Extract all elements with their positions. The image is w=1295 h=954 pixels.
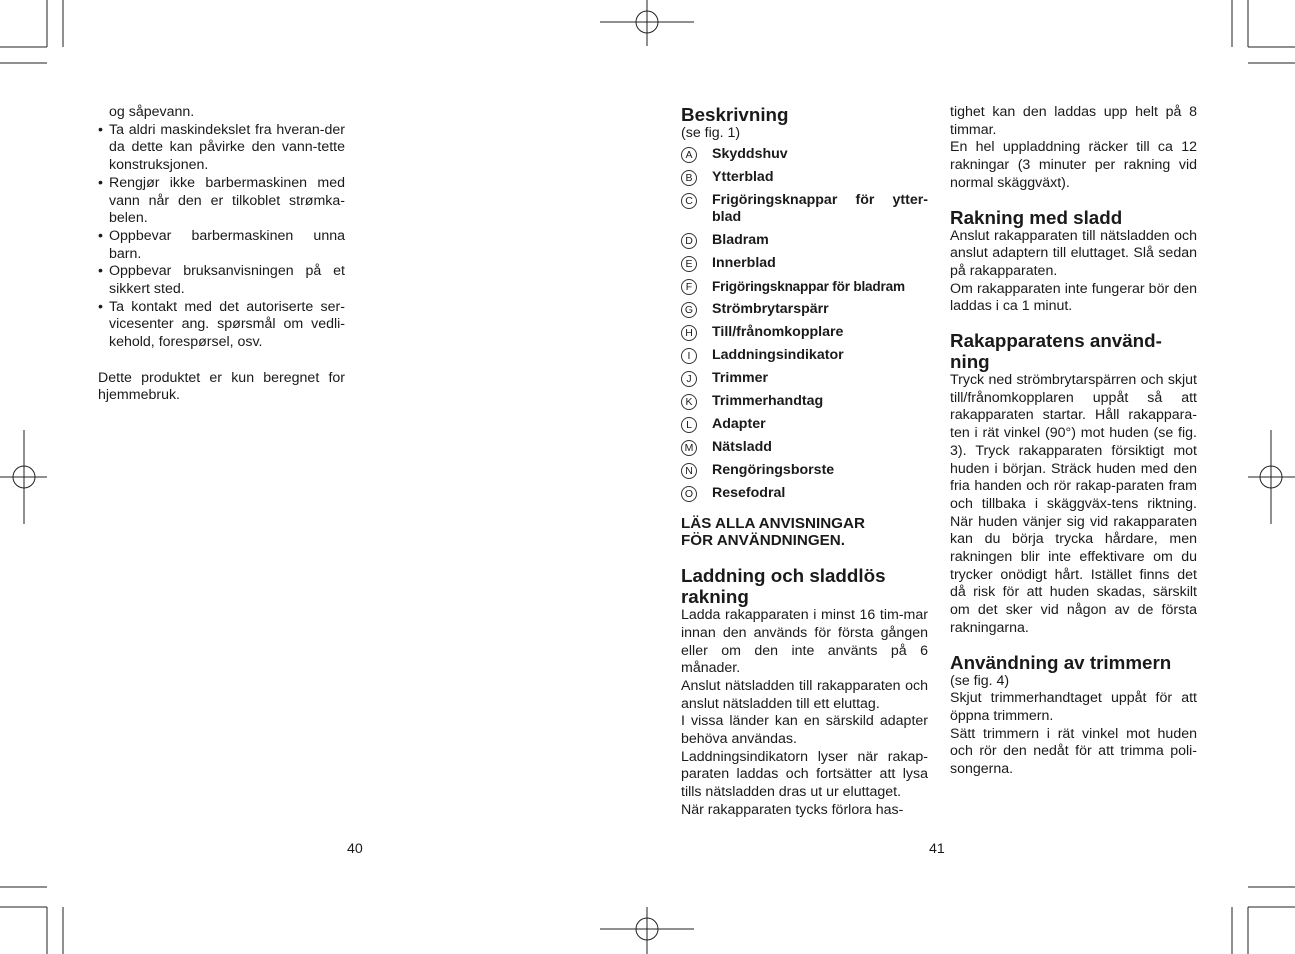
part-item: [681, 146, 928, 164]
part-letter-badge: J: [681, 371, 697, 387]
bullet-icon: •: [98, 227, 103, 244]
bullet-icon: •: [98, 121, 103, 138]
part-item: [681, 169, 928, 187]
part-item: [681, 324, 928, 342]
trimmer-subheading: (se fig. 4): [950, 672, 1010, 689]
part-letter-badge: H: [681, 325, 697, 341]
part-letter-badge: A: [681, 147, 697, 163]
trimmer-heading: Användning av trimmern: [950, 651, 1172, 673]
part-item: [681, 485, 928, 503]
parts-list: [681, 146, 928, 503]
registration-mark-bottom: [600, 907, 694, 954]
part-item: [681, 439, 928, 457]
household-use-note: Dette produktet er kun beregnet for hjemmebruk.: [98, 369, 345, 404]
trimmer-paragraph: Skjut trimmerhandtaget uppåt för att öppna trimmern.: [950, 690, 1197, 724]
corded-shaving-heading: Rakning med sladd: [950, 206, 1123, 228]
part-label: Trimmerhandtag: [712, 393, 824, 410]
description-subheading: (se fig. 1): [681, 125, 741, 141]
part-letter-badge: K: [681, 394, 697, 410]
part-letter-badge: C: [681, 193, 697, 209]
registration-mark-top: [600, 0, 694, 46]
corded-shaving-paragraph: Anslut rakapparaten till nätsladden och anslut adaptern till eluttaget. Slå sedan på rakapparaten.: [950, 227, 1197, 279]
part-item: [681, 416, 928, 434]
charging-paragraph: Ladda rakapparaten i minst 16 tim-mar innan den används för första gången eller om den inte använts på 6 månader.: [681, 607, 928, 677]
part-label: Trimmer: [712, 370, 768, 387]
part-letter-badge: I: [681, 348, 697, 364]
list-item: • Oppbevar barbermaskinen unna barn.: [98, 227, 345, 262]
charging-continued-paragraph: En hel uppladdning räcker till ca 12 rakningar (3 minuter per rakning vid normal skäggväxt).: [950, 139, 1197, 191]
part-label: Strömbrytarspärr: [712, 301, 829, 318]
part-letter-badge: B: [681, 170, 697, 186]
warning-heading: LÄS ALLA ANVISNINGAR FÖR ANVÄNDNINGEN.: [681, 515, 865, 549]
part-letter-badge: L: [681, 417, 697, 433]
charging-paragraph: I vissa länder kan en särskild adapter behöva användas.: [681, 713, 928, 748]
corded-shaving-paragraph: Om rakapparaten inte fungerar bör den laddas i ca 1 minut.: [950, 280, 1197, 315]
part-label: Resefodral: [712, 485, 786, 502]
part-label: Laddningsindikator: [712, 347, 844, 364]
charging-heading: Laddning och sladdlös rakning: [681, 565, 886, 608]
part-letter-badge: F: [681, 279, 697, 295]
part-letter-badge: N: [681, 463, 697, 479]
charging-continued-paragraph: tighet kan den laddas upp helt på 8 timmar.: [950, 104, 1197, 138]
bullet-icon: •: [98, 174, 103, 191]
charging-paragraph: När rakapparaten tycks förlora has-: [681, 801, 904, 818]
charging-paragraph: Laddningsindikatorn lyser när rakap-paraten laddas och fortsätter att lysa tills nätsladden dras ut ur eluttaget.: [681, 748, 928, 801]
list-item: • Ta aldri maskindekslet fra hveran-der da dette kan påvirke den vann-tette konstruksjonen.: [98, 121, 345, 174]
part-item: [681, 232, 928, 250]
page-number-left: 40: [347, 841, 363, 857]
part-item: [681, 192, 928, 227]
part-label: Frigöringsknappar för bladram: [712, 279, 905, 295]
registration-mark-right: [1248, 430, 1295, 524]
list-item: • Rengjør ikke barbermaskinen med vann når den er tilkoblet strømka-belen.: [98, 174, 345, 227]
trimmer-paragraph: Sätt trimmern i rät vinkel mot huden och rör den nedåt för att trimma poli-songerna.: [950, 725, 1197, 778]
charging-paragraph: Anslut nätsladden till rakapparaten och anslut nätsladden till ett eluttag.: [681, 677, 928, 712]
part-item: [681, 370, 928, 388]
registration-mark-left: [0, 430, 47, 524]
part-label: Innerblad: [712, 255, 776, 272]
left-page-column: [98, 104, 345, 405]
intro-text: og såpevann.: [109, 104, 195, 120]
part-label: Nätsladd: [712, 439, 772, 456]
part-item: [681, 347, 928, 365]
part-label: Skyddshuv: [712, 145, 788, 162]
part-label: Adapter: [712, 416, 766, 433]
right-column: [950, 104, 1197, 779]
part-letter-badge: D: [681, 233, 697, 249]
part-item: [681, 255, 928, 273]
part-label: Ytterblad: [712, 168, 774, 185]
shaver-use-paragraph: Tryck ned strömbrytarspärren och skjut till/frånomkopplaren uppåt så att rakapparaten startar. Håll rakappara-ten i rät vinkel (90°) mot huden (se fig. 3). Tryck rakapparaten försiktigt mot huden i början. Sträck huden med den fria handen och rör rakap-paraten fram och tillbaka i skäggväx-tens riktning. När huden vänjer sig vid rakapparaten kan du börja trycka hårdare, men rakningen blir inte effektivare om du trycker onödigt hårt. Istället finns det då risk för att huden skadas, särskilt om det sker vid någon av de första rakningarna.: [950, 372, 1197, 636]
safety-list: [98, 122, 345, 352]
part-letter-badge: E: [681, 256, 697, 272]
part-letter-badge: G: [681, 302, 697, 318]
part-letter-badge: M: [681, 440, 697, 456]
list-item: • Oppbevar bruksanvisningen på et sikkert sted.: [98, 263, 345, 298]
bullet-icon: •: [98, 263, 103, 280]
description-heading: Beskrivning: [681, 104, 789, 125]
part-item: [681, 301, 928, 319]
part-letter-badge: O: [681, 486, 697, 502]
part-label: Till/frånomkopplare: [712, 324, 844, 341]
part-item: [681, 278, 928, 296]
part-label: Frigöringsknappar för ytter-blad: [712, 191, 928, 226]
list-item: • Ta kontakt med det autoriserte ser-vicesenter ang. spørsmål om vedli-kehold, forespørsel, osv.: [98, 298, 345, 351]
part-label: Bladram: [712, 232, 769, 249]
middle-column: [681, 104, 928, 820]
part-item: [681, 393, 928, 411]
shaver-use-heading: Rakapparatens använd-ning: [950, 330, 1162, 373]
page-number-right: 41: [929, 841, 945, 857]
bullet-icon: •: [98, 298, 103, 315]
part-label: Rengöringsborste: [712, 462, 835, 479]
part-item: [681, 462, 928, 480]
